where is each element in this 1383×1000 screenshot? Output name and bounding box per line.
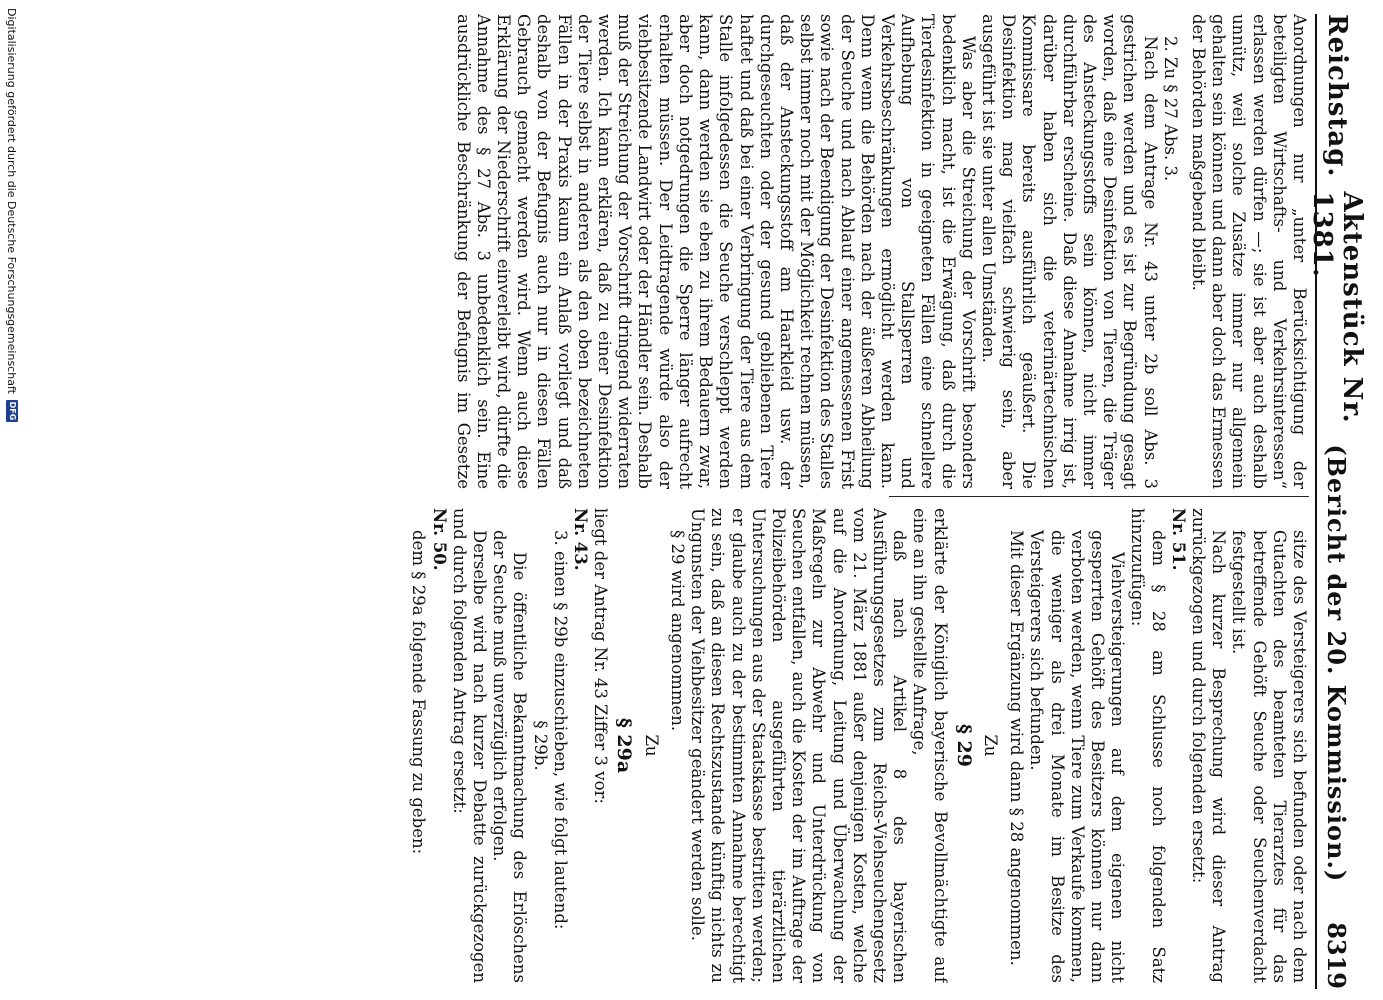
- paragraph: liegt der Antrag Nr. 43 Ziffer 3 vor:: [591, 508, 611, 804]
- motion-number: Nr. 51.: [1168, 508, 1188, 571]
- right-column: [409, 508, 1309, 983]
- section-heading: § 29a: [613, 717, 636, 774]
- paragraph: sitze des Versteigerers sich befunden oder nach dem Gutachten des beamteten Tierarztes für das betreffende Gehöft Seuche oder Seuchenverdacht festgestellt ist.: [1229, 530, 1309, 983]
- motion-number: Nr. 43.: [571, 508, 591, 571]
- paragraph: Nach dem Antrage Nr. 43 unter 2b soll Abs. 3 gestrichen werden und es ist zur Begründung gesagt worden, daß eine Desinfektion von Tieren, die Träger des Ansteckungsstoffs sein können, nicht immer durchführbar erscheine. Daß diese Annahme irrig ist, darüber haben sich die veterinärtechnischen Kommissare bereits ausführlich geäußert. Die Desinfektion mag vielfach schwierig sein, aber ausgeführt ist sie unter allen Umständen.: [978, 14, 1160, 489]
- paragraph: Nach kurzer Besprechung wird dieser Antrag zurückgezogen und durch folgenden ersetzt:: [1188, 508, 1229, 983]
- paragraph: daß nach Artikel 8 des bayerischen Ausführungsgesetzes zum Reichs-Viehseuchengesetz vom 21. März 1881 außer denjenigen Kosten, welche auf die Anordnung, Leitung und Überwachung der Maßregeln zur Abwehr und Unterdrückung von Seuchen entfallen, auch die Kosten der im Auftrage der Polizeibehörden ausgeführten tierärztlichen Untersuchungen aus der Staatskasse bestritten werden; er glaube auch zu der bestimmten Annahme berechtigt zu sein, daß an diesen Rechtszustande künftig nichts zu Ungunsten der Viehbesitzer geändert werden solle.: [688, 508, 910, 983]
- subsection-heading: § 29b.: [530, 720, 550, 771]
- page-number: 8319: [1322, 922, 1352, 989]
- motion-number: Nr. 50.: [429, 508, 449, 571]
- dfg-logo-icon: DFG: [8, 401, 17, 421]
- header-reichstag: Reichstag.: [1322, 14, 1352, 178]
- footer-text: Digitalisierung gefördert durch die Deutsche Forschungsgemeinschaft: [5, 8, 19, 394]
- paragraph: 3. einen § 29b einzuschieben, wie folgt lautend:: [550, 530, 570, 930]
- paragraph: dem § 29a folgende Fassung zu geben:: [409, 530, 429, 855]
- column-divider: [889, 496, 1309, 497]
- paragraph: dem § 28 am Schlusse noch folgenden Satz hinzuzufügen:: [1128, 508, 1168, 983]
- paragraph: Anordnungen nur „unter Berücksichtigung der beteiligten Wirtschafts- und Verkehrsinteressen“ erlassen werden dürfen —; sie ist aber auch deshalb unnütz, weil solche Zusätze immer nur allgemein gehalten sein können und dann aber doch das Ermessen der Behörden maßgebend bleibt.: [1188, 14, 1309, 489]
- paragraph: Die öffentliche Bekanntmachung des Erlöschens der Seuche muß unverzüglich erfolgen.: [490, 530, 530, 983]
- header-report: (Bericht der 20. Kommission.): [1322, 444, 1352, 883]
- left-column: [454, 14, 1309, 489]
- page-header: [1307, 14, 1367, 989]
- paragraph: Zu: [980, 734, 1000, 757]
- paragraph: Derselbe wird nach kurzer Debatte zurückgezogen und durch folgenden Antrag ersetzt:: [449, 508, 490, 983]
- paragraph: erklärte der Königlich bayerische Bevollmächtigte auf eine an ihn gestellte Anfrage,: [910, 508, 950, 983]
- paragraph: Mit dieser Ergänzung wird dann § 28 angenommen.: [1007, 530, 1027, 966]
- header-title: Aktenstück Nr. 1381.: [1307, 191, 1367, 424]
- paragraph: Viehversteigerungen auf dem eigenen nicht gesperrten Gehöft des Besitzers können nur dann verboten werden, wenn Tiere zum Verkaufe kommen, die weniger als drei Monate im Besitze des Versteigerers sich befunden.: [1027, 530, 1128, 983]
- paragraph: § 29 wird angenommen.: [667, 530, 687, 732]
- paragraph: Was aber die Streichung der Vorschrift besonders bedenklich macht, ist die Erwägung, daß durch die Tierdesinfektion in geeigneten Fällen eine schnellere Aufhebung von Stallsperren und Verkehrsbeschränkungen ermöglicht werden kann. Denn wenn die Behörden nach der äußeren Abheilung der Seuche und nach Ablauf einer angemessenen Frist sowie nach der Beendigung der Desinfektion des Stalles selbst immer noch mit der Möglichkeit rechnen müssen, daß der Ansteckungsstoff am Haarkleid usw. der durchgeseuchten oder der gesund gebliebenen Tiere haftet und daß bei einer Verbringung der Tiere aus dem Stalle infolgedessen die Seuche verschleppt werden kann, dann werden sie eben zu ihrem Bedauern zwar, aber doch notgedrungen die Sperre länger aufrecht erhalten müssen. Der Leidtragende würde also der viehbesitzende Landwirt oder der Händler sein. Deshalb muß der Streichung der Vorschrift dringend widerraten werden. Ich kann erklären, daß zu einer Desinfektion der Tiere selbst in anderen als den oben bezeichneten Fällen in der Praxis kaum ein Anlaß vorliegt und daß deshalb von der Befugnis auch nur in diesen Fällen Gebrauch gemacht werden wird. Wenn auch diese Erklärung der Niederschrift einverleibt wird, dürfte die Annahme des § 27 Abs. 3 unbedenklich sein. Eine ausdrückliche Beschränkung der Befugnis im Gesetze: [454, 14, 978, 489]
- section-heading: § 29: [952, 724, 975, 767]
- subheading: 2. Zu § 27 Abs. 3.: [1160, 36, 1180, 182]
- digitization-footer: [3, 8, 21, 998]
- paragraph: Zu: [641, 734, 661, 757]
